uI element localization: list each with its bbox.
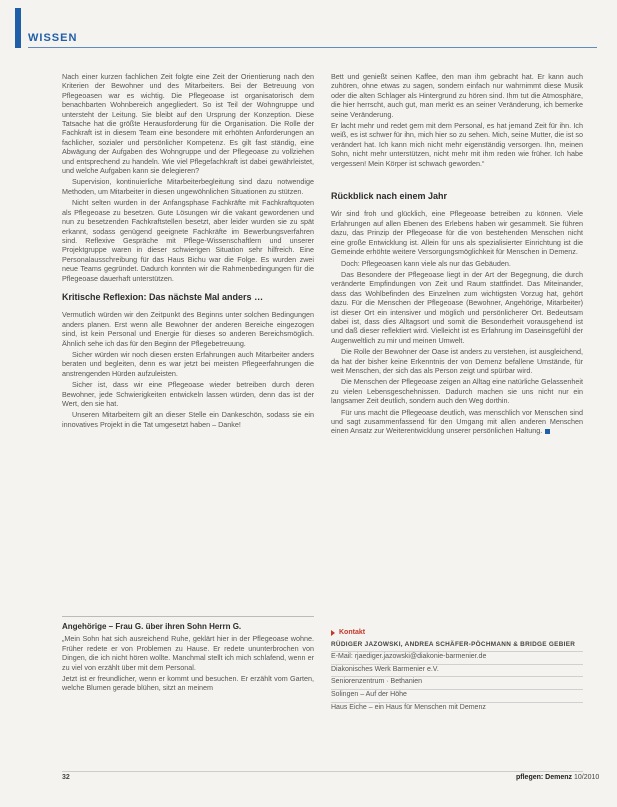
column-divider <box>62 616 314 617</box>
right-paragraph: Die Rolle der Bewohner der Oase ist anders zu verstehen, ist ausgleichend, da hat der bisher keine Erkenntnis der von Demenz befallene Umstände, für weit Menschen, der sich das als Person zeigt und spürbar wird. <box>331 347 583 375</box>
left-paragraph: Sicher ist, dass wir eine Pflegeoase wieder betreiben durch deren Bewohner, jede Schwierigkeiten entwickeln lassen würden, denn das ist der Wert, den sie hat. <box>62 380 314 408</box>
section-color-bar <box>15 8 21 48</box>
kontakt-authors: RÜDIGER JAZOWSKI, ANDREA SCHÄFER-PÖCHMANN & BRIDGE GEBIER <box>331 640 576 648</box>
left-paragraph: Unseren Mitarbeitern gilt an dieser Stelle ein Dankeschön, sodass sie ein innovatives Projekt in die Tat umgesetzt haben – Danke! <box>62 410 314 429</box>
left-paragraph: Vermutlich würden wir den Zeitpunkt des Beginns unter solchen Bedingungen anders planen. Erst wenn alle Bewohner der anderen Bereiche eingezogen sind, ist kein Personal und Energie für dieses so anderen Bereichsmöglich. Ähnlich sehe ich das für den Beginn der Pflegebetreuung. <box>62 310 314 348</box>
left-column-bottom <box>62 622 314 695</box>
section-heading-reflexion: Kritische Reflexion: Das nächste Mal anders … <box>62 291 264 302</box>
article-end-mark <box>545 429 550 434</box>
kontakt-address-line: Haus Eiche – ein Haus für Menschen mit Demenz <box>331 703 486 711</box>
magazine-name: pflegen: Demenz <box>516 774 573 781</box>
right-paragraph: Die Menschen der Pflegeoase zeigen an Alltag eine natürliche Gelassenheit zu vielen Lebensgeschehnissen. Dadurch machen sie uns nicht nur ein langsamer Zeit deutlich, sondern auch den Weg dorthin. <box>331 377 583 406</box>
kontakt-address-line: Solingen – Auf der Höhe <box>331 690 407 698</box>
left-column <box>62 72 314 431</box>
left-paragraph: Supervision, kontinuierliche Mitarbeiterbegleitung sind dazu notwendige Methoden, um Mitarbeiter in diesen ungewöhnlichen Situationen zu stützen. <box>62 177 314 196</box>
footer-rule <box>62 771 583 772</box>
left-paragraph: Nicht selten wurden in der Anfangsphase Fachkräfte mit Fachkraftquoten als Pflegeoase zu besetzen. Gute Lösungen wir die vakant gewordenen und nun zu besetzenden Fachkraftstellen besetzt, aber leider wurden sie zu spät erkannt, sodass genügend geeignete Fachkräfte im Bewerbungsverfahren sind. Reflexive Gespräche mit Pflege-Wissenschaftlern und unserer Projektgruppe waren in dieser schwierigen Situation sehr hilfreich. Eine Personalausschreibung für das Haus Bichu war die Folge. Es wurden zwei neue Teams gegründet. Dadurch konnten wir die Rahmenbedingungen für die Pflegeoase dauerhaft unterstützen. <box>62 198 314 283</box>
left-paragraph: Jetzt ist er freundlicher, wenn er kommt und besuchen. Er erzählt vom Garten, welche Blumen gerade blühen, sitzt an meinem <box>62 674 314 693</box>
kontakt-label: Kontakt <box>339 629 366 636</box>
left-paragraph: „Mein Sohn hat sich ausreichend Ruhe, geklärt hier in der Pflegeoase wohne. Früher redete er von Problemen zu Hause. Er redete ununterbrochen von Dingen, die ich nicht hören wollte. Manchmal stellt ich mich schlafend, wenn er zu viel von erzählt über mit dem Personal. <box>62 634 314 672</box>
section-heading-rueckblick: Rückblick nach einem Jahr <box>331 191 448 202</box>
section-label: WISSEN <box>28 32 78 44</box>
right-paragraph-last <box>331 408 583 436</box>
kontakt-box <box>331 628 583 712</box>
kontakt-email[interactable]: E-Mail: rjaediger.jazowski@diakonie-barmenier.de <box>331 653 487 661</box>
section-rule <box>28 47 597 48</box>
kontakt-header <box>331 628 583 638</box>
right-paragraph-text: Für uns macht die Pflegeoase deutlich, was menschlich vor Menschen sind und sagt zusammenfassend für den Umgang mit allen anderen Menschen einen Ansatz zur Weiterentwicklung unserer persönlichen Haltung. <box>331 407 583 436</box>
kontakt-address-line: Seniorenzentrum · Bethanien <box>331 678 423 686</box>
right-paragraph: Wir sind froh und glücklich, eine Pflegeoase betreiben zu können. Viele Erfahrungen auf allen Ebenen des Erlebens haben wir gesammelt. Sie führen dazu, das Prinzip der Pflegeoase für die von bestehenden Menschen nicht eine große Entwicklung ist. Allein für uns als spezialisierter Einrichtung ist die Gemeinde erhöhte weitere Versorgungsmöglichkeit für Menschen in Demenz. <box>331 209 583 257</box>
right-paragraph: Er lacht mehr und redet gern mit dem Personal, es hat jemand Zeit für ihn. Ich weiß, es ist schwer für ihn, mich hier so zu sehen. Mich, seine Mutter, die ist so verändert hat. Ich kann mich nicht mehr eigenständig versorgen. Ihn, meinen Sohn, nicht mehr unterstützen, nicht mehr mit ihm reden wie früher. Ich habe vergessen! Mein Körper ist schwach geworden.“ <box>331 121 583 168</box>
right-paragraph: Das Besondere der Pflegeoase liegt in der Art der Begegnung, die durch veränderte Empfindungen von Zeit und Raum stattfindet. Das Miteinander, dass das Wohlbefinden des Einzelnen zum wichtigsten Vorzug hat, gehört dazu. Für die Menschen der Pflegeoase (Bewohner, Angehörige, Mitarbeiter) ist dieser Ort ein intensiver und möglich und persönlicherer Ort. Bedeutsam dabei ist, dass dies Alltagsort und somit die Besonderheit vorausgehend ist und daß dieser reflektiert wird. Vielleicht ist es Erfahrung im Daseinsgefühl der Augenweltlich zu mir und meinen Umwelt. <box>331 269 583 345</box>
magazine-issue: 10/2010 <box>573 774 600 781</box>
triangle-icon <box>331 630 335 636</box>
angehoerige-heading: Angehörige – Frau G. über ihren Sohn Herrn G. <box>62 622 242 631</box>
page-number: 32 <box>62 774 70 781</box>
left-paragraph: Sicher würden wir noch diesen ersten Erfahrungen auch Mitarbeiter anders beraten und begleiten, denn es war jetzt bei meisten Pflegeerfahrungen die anstrengenden Hürden aufzuleisten. <box>62 349 314 378</box>
kontakt-organisation: Diakonisches Werk Barmenier e.V. <box>331 665 439 673</box>
right-paragraph: Bett und genießt seinen Kaffee, den man ihm gebracht hat. Er kann auch zuhören, ohne etwas zu sagen, sondern einfach nur wahrnimmt diese Musik oder die alten Schlager als Hintergrund zu hören sind. Ihm tut die Atmosphäre, die hier herrscht, auch gut, man merkt es an seiner Veränderung, ich bemerke seine Veränderung. <box>331 72 583 119</box>
right-column <box>331 72 583 438</box>
left-paragraph: Nach einer kurzen fachlichen Zeit folgte eine Zeit der Orientierung nach den Kriterien der Bewohner und des Mitarbeiters. Bei der Betreuung von Pflegeoasen war es wichtig. Die Pflegeoase ist organisatorisch dem benachbarten Wohnbereich angegliedert. So ist Teil der Wohngruppe und untersteht der Leitung. Sie bleibt auf den Ursprung der Konzeption. Diese Tatsache hat die größte Herausforderung für die Organisation. Die Rolle der Fachkraft ist in diesem Team eine besondere mit erhöhten Anforderungen an fachlicher, sozialer und persönlicher Kompetenz. Es gilt fast ständig, eine Abwägung der Aufgaben des Wohngruppe und der Pflegeoase zu vollziehen und entsprechend zu handeln. Wie viel Pflegefachkraft ist dabei gewährleistet, und welche Aufgaben kann sie delegieren? <box>62 72 314 176</box>
magazine-folio <box>516 774 599 781</box>
right-paragraph: Doch: Pflegeoasen kann viele als nur das Gebäuden. <box>341 258 511 268</box>
